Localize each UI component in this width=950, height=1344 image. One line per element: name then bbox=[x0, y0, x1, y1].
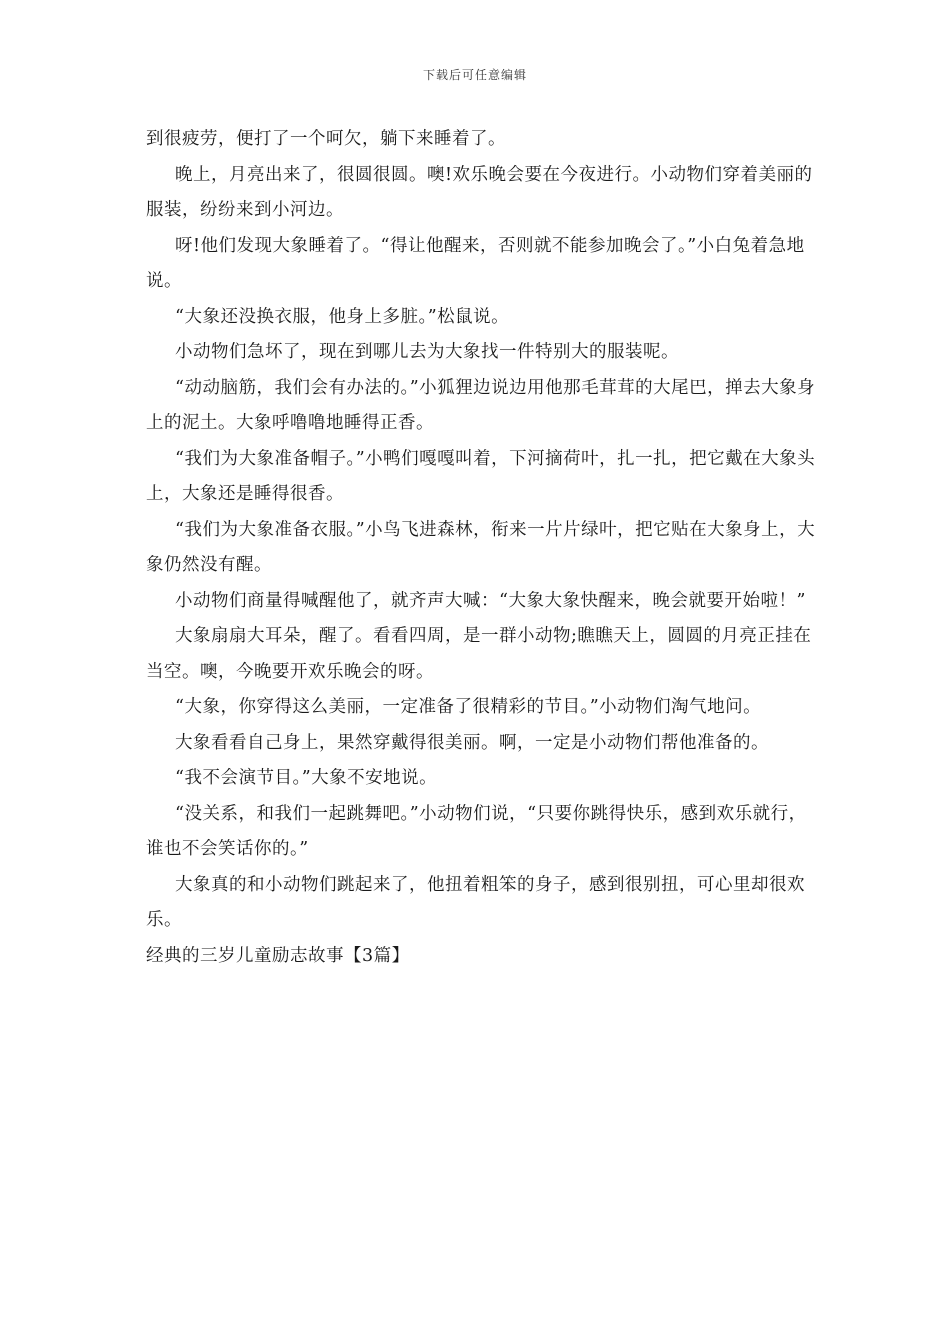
paragraph: 晚上，月亮出来了，很圆很圆。噢!欢乐晚会要在今夜进行。小动物们穿着美丽的服装，纷纷来到小河边。 bbox=[146, 164, 813, 220]
paragraph: 小动物们急坏了，现在到哪儿去为大象找一件特别大的服装呢。 bbox=[175, 342, 679, 362]
paragraph: 到很疲劳，便打了一个呵欠，躺下来睡着了。 bbox=[146, 129, 506, 149]
paragraph: 呀!他们发现大象睡着了。“得让他醒来，否则就不能参加晚会了。”小白兔着急地说。 bbox=[146, 235, 805, 291]
page-header: 下载后可任意编辑 bbox=[422, 68, 527, 82]
story-body bbox=[146, 122, 816, 974]
paragraph: “我们为大象准备衣服。”小鸟飞进森林，衔来一片片绿叶，把它贴在大象身上，大象仍然没有醒。 bbox=[146, 519, 816, 575]
paragraph: “大象，你穿得这么美丽，一定准备了很精彩的节目。”小动物们淘气地问。 bbox=[175, 697, 762, 717]
paragraph: 大象看看自己身上，果然穿戴得很美丽。啊，一定是小动物们帮他准备的。 bbox=[175, 732, 769, 753]
paragraph: “没关系，和我们一起跳舞吧。”小动物们说，“只要你跳得快乐，感到欢乐就行，谁也不会笑话你的。” bbox=[146, 803, 807, 859]
paragraph: 大象扇扇大耳朵，醒了。看看四周，是一群小动物;瞧瞧天上，圆圆的月亮正挂在当空。噢，今晚要开欢乐晚会的呀。 bbox=[146, 626, 812, 682]
paragraph: 大象真的和小动物们跳起来了，他扭着粗笨的身子，感到很别扭，可心里却很欢乐。 bbox=[146, 874, 805, 930]
paragraph: “我们为大象准备帽子。”小鸭们嘎嘎叫着，下河摘荷叶，扎一扎，把它戴在大象头上，大象还是睡得很香。 bbox=[146, 448, 816, 504]
paragraph: “我不会演节目。”大象不安地说。 bbox=[175, 768, 438, 788]
section-title: 经典的三岁儿童励志故事【3篇】 bbox=[146, 945, 410, 966]
paragraph: “大象还没换衣服，他身上多脏。”松鼠说。 bbox=[175, 306, 510, 327]
paragraph: 小动物们商量得喊醒他了，就齐声大喊：“大象大象快醒来，晚会就要开始啦！” bbox=[175, 590, 806, 611]
paragraph: “动动脑筋，我们会有办法的。”小狐狸边说边用他那毛茸茸的大尾巴，掸去大象身上的泥土。大象呼噜噜地睡得正香。 bbox=[146, 377, 816, 433]
